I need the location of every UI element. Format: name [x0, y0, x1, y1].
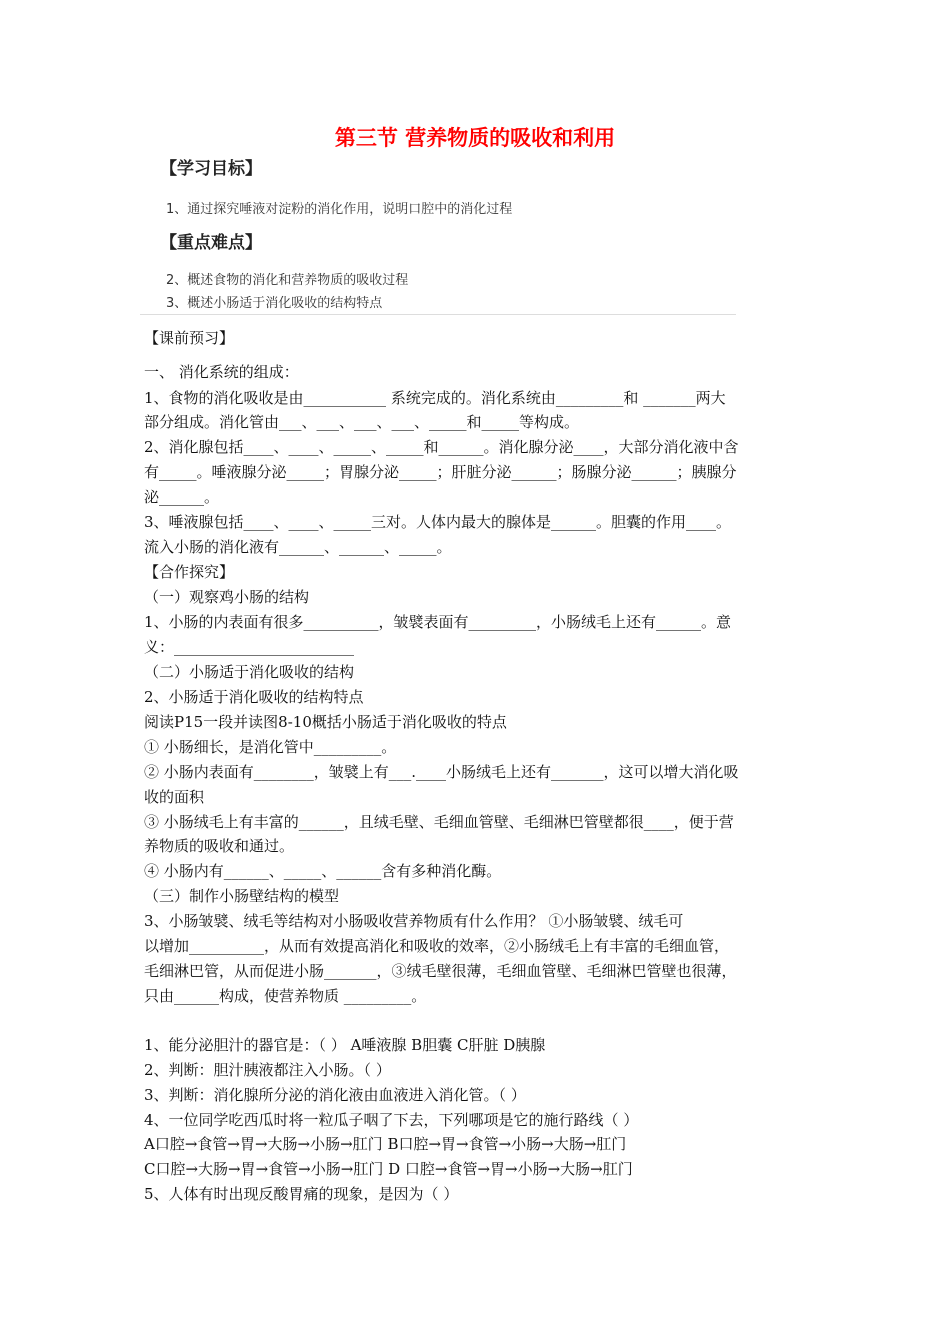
text-line: 【合作探究】	[144, 563, 235, 581]
question-4: 4、一位同学吃西瓜时将一粒瓜子咽了下去，下列哪项是它的施行路线（ ）	[144, 1111, 639, 1129]
page-title: 第三节 营养物质的吸收和利用	[334, 126, 616, 150]
text-line: 毛细淋巴管，从而促进小肠_______，③绒毛壁很薄，毛细血管壁、毛细淋巴管壁也很薄，	[144, 962, 737, 980]
text-line: 一、 消化系统的组成：	[144, 363, 299, 381]
text-line: 收的面积	[144, 788, 205, 806]
text-line: 只由______构成，使营养物质 _________。	[144, 987, 427, 1005]
text-line: 部分组成。消化管由___、___、___、___、_____和_____等构成。	[144, 413, 580, 431]
text-line: 2、小肠适于消化吸收的结构特点	[144, 688, 364, 706]
text-line: 阅读P15一段并读图8-10概括小肠适于消化吸收的特点	[144, 713, 507, 731]
text-line: 义：________________________	[144, 638, 355, 656]
question-1: 1、能分泌胆汁的器官是：（ ） A唾液腺 B胆囊 C肝脏 D胰腺	[144, 1036, 546, 1054]
text-line: 【课前预习】	[144, 329, 235, 347]
text-line: （二）小肠适于消化吸收的结构	[144, 663, 355, 681]
learning-goal-1: 1、通过探究唾液对淀粉的消化作用，说明口腔中的消化过程	[166, 202, 513, 217]
learning-goals-heading: 【学习目标】	[160, 159, 262, 179]
text-line: 1、小肠的内表面有很多__________，皱襞表面有_________，小肠绒毛上还有______。意	[144, 613, 732, 631]
question-5: 5、人体有时出现反酸胃痛的现象，是因为（ ）	[144, 1185, 459, 1203]
text-line: ② 小肠内表面有________，皱襞上有___.____小肠绒毛上还有_______，这可以增大消化吸	[144, 763, 739, 781]
section-divider	[140, 314, 736, 315]
text-line: 1、食物的消化吸收是由___________ 系统完成的。消化系统由_________和 _______两大	[144, 389, 726, 407]
key-point-3: 3、概述小肠适于消化吸收的结构特点	[166, 296, 383, 311]
question-3: 3、判断：消化腺所分泌的消化液由血液进入消化管。（ ）	[144, 1086, 526, 1104]
key-point-2: 2、概述食物的消化和营养物质的吸收过程	[166, 273, 409, 288]
text-line: 2、消化腺包括____、____、_____、_____和______。消化腺分泌____，大部分消化液中含	[144, 438, 739, 456]
text-line: （三）制作小肠壁结构的模型	[144, 887, 340, 905]
text-line: 养物质的吸收和通过。	[144, 837, 295, 855]
text-line: 泌______。	[144, 488, 220, 506]
question-4-options-ab: A口腔→食管→胃→大肠→小肠→肛门 B口腔→胃→食管→小肠→大肠→肛门	[144, 1135, 627, 1153]
key-points-heading: 【重点难点】	[160, 233, 262, 253]
text-line: 3、唾液腺包括____、____、_____三对。人体内最大的腺体是______。胆囊的作用____。	[144, 513, 732, 531]
text-line: （一）观察鸡小肠的结构	[144, 588, 310, 606]
text-line: ④ 小肠内有______、_____、______含有多种消化酶。	[144, 862, 502, 880]
question-2: 2、判断：胆汁胰液都注入小肠。（ ）	[144, 1061, 391, 1079]
question-4-options-cd: C口腔→大肠→胃→食管→小肠→肛门 D 口腔→食管→胃→小肠→大肠→肛门	[144, 1160, 633, 1178]
text-line: 以增加__________，从而有效提高消化和吸收的效率，②小肠绒毛上有丰富的毛细血管，	[144, 937, 730, 955]
text-line: ③ 小肠绒毛上有丰富的______，且绒毛壁、毛细血管壁、毛细淋巴管壁都很____，便于营	[144, 813, 734, 831]
text-line: 有_____。唾液腺分泌_____；胃腺分泌_____；肝脏分泌______；肠腺分泌______；胰腺分	[144, 463, 737, 481]
text-line: ① 小肠细长，是消化管中_________。	[144, 738, 397, 756]
text-line: 3、小肠皱襞、绒毛等结构对小肠吸收营养物质有什么作用？ ①小肠皱襞、绒毛可	[144, 912, 684, 930]
text-line: 流入小肠的消化液有______、______、_____。	[144, 538, 452, 556]
